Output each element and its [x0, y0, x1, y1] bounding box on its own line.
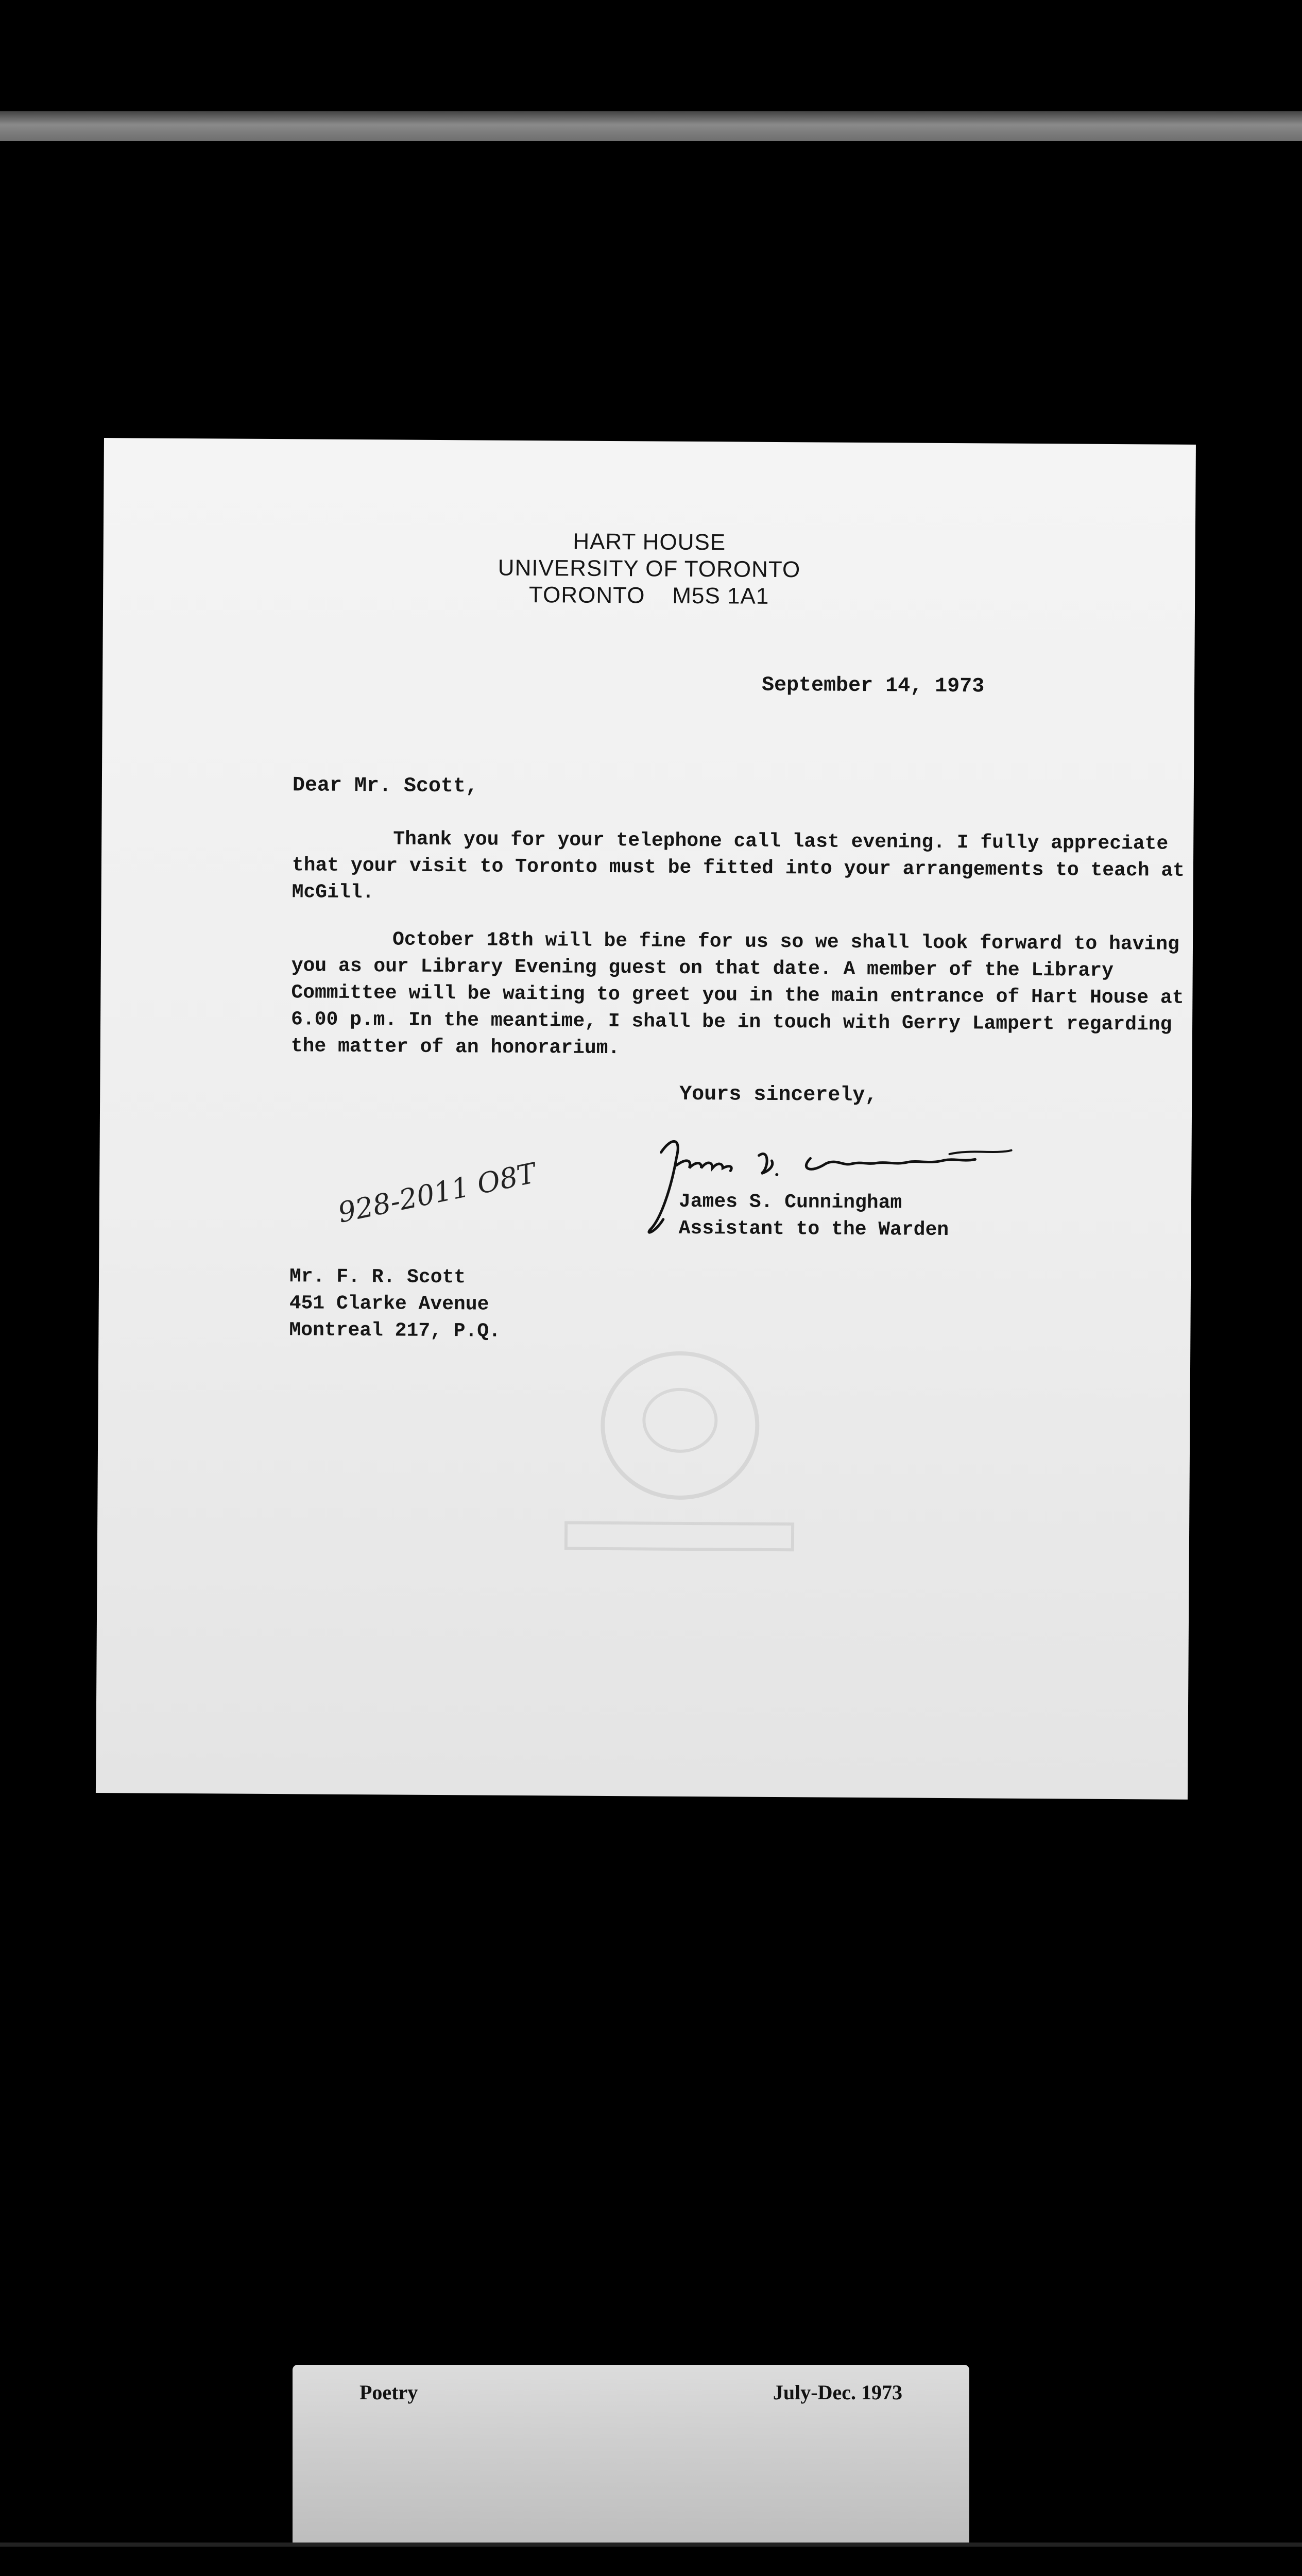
paragraph-2: [291, 926, 1193, 1065]
paper-watermark: [535, 1342, 825, 1560]
letterhead: [103, 526, 1195, 613]
film-strip-edge: [0, 111, 1302, 141]
paragraph-indent: [292, 843, 393, 844]
signature-block: [678, 1189, 949, 1244]
film-bottom-edge: [0, 2543, 1302, 2547]
recipient-city: Montreal 217, P.Q.: [289, 1319, 501, 1343]
letter-date: September 14, 1973: [761, 673, 985, 699]
salutation: Dear Mr. Scott,: [292, 774, 478, 799]
paragraph-2-text: October 18th will be fine for us so we shall look forward to having you as our Library Evening guest on that date. A member of the Library Committee will be waiting to greet you in the main entrance of Hart House at 6.00 p.m. In the meantime, I shall be in touch with Gerry Lampert regarding the matter of an honorarium.: [290, 928, 1184, 1060]
folder-tab-date-range: July-Dec. 1973: [773, 2381, 902, 2404]
recipient-address: [289, 1263, 501, 1345]
signer-name: James S. Cunningham: [678, 1190, 902, 1214]
folder-tab: [293, 2365, 969, 2545]
letterhead-line-1: HART HOUSE: [573, 529, 726, 555]
signer-title: Assistant to the Warden: [678, 1217, 949, 1242]
recipient-street: 451 Clarke Avenue: [289, 1292, 489, 1316]
letter-page: [96, 438, 1196, 1800]
recipient-name: Mr. F. R. Scott: [289, 1265, 466, 1289]
closing: Yours sincerely,: [679, 1082, 878, 1108]
letterhead-line-3: TORONTO M5S 1A1: [528, 582, 769, 609]
paragraph-1-text: Thank you for your telephone call last evening. I fully appreciate that your visit to Toronto must be fitted into your arrangements to teach at McGill.: [292, 828, 1185, 904]
letterhead-line-2: UNIVERSITY OF TORONTO: [498, 555, 801, 583]
paragraph-1: [292, 825, 1193, 911]
handwritten-phone-note: 928-2011 O8T: [335, 1157, 539, 1229]
folder-tab-subject: Poetry: [359, 2381, 418, 2404]
